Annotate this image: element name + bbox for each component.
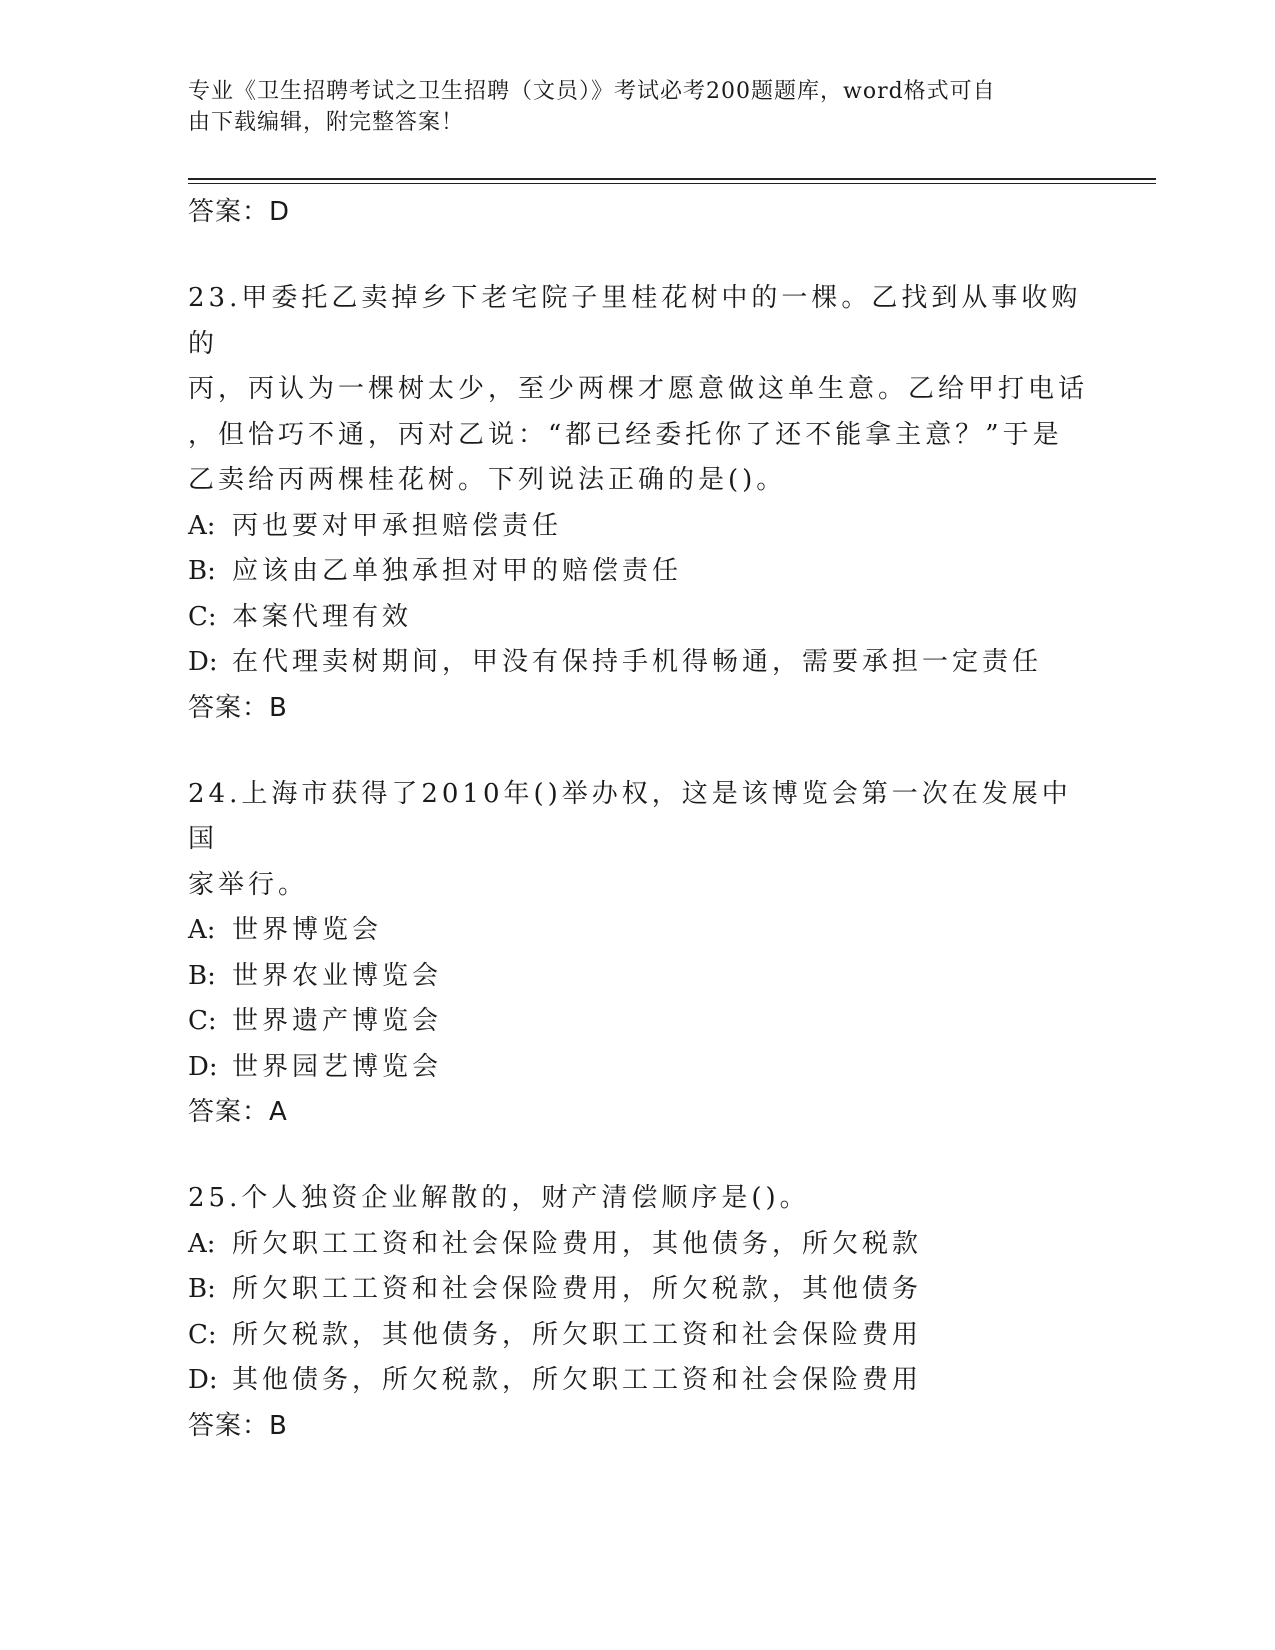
option-text: 所欠税款，其他债务，所欠职工工资和社会保险费用 — [232, 1319, 923, 1350]
stem-line: 家举行。 — [188, 869, 309, 900]
option-text: 其他债务，所欠税款，所欠职工工资和社会保险费用 — [232, 1365, 923, 1395]
stem-line: 24.上海市获得了2010年()举办权，这是该博览会第一次在发展中国 — [188, 778, 1072, 854]
header-divider-thin — [188, 183, 1156, 184]
option-text: 世界园艺博览会 — [232, 1051, 443, 1082]
option-letter: A: — [188, 510, 216, 541]
question-stem — [188, 1176, 1088, 1222]
option-text: 世界农业博览会 — [232, 960, 443, 991]
option-c — [188, 999, 1088, 1045]
stem-line: 丙，丙认为一棵树太少，至少两棵才愿意做这单生意。乙给甲打电话 — [188, 374, 1089, 404]
option-text: 世界博览会 — [232, 915, 383, 945]
document-header — [188, 76, 1068, 138]
option-letter: C: — [188, 1319, 217, 1350]
stem-line: ，但恰巧不通，丙对乙说：“都已经委托你了还不能拿主意？”于是 — [188, 419, 1063, 450]
option-text: 在代理卖树期间，甲没有保持手机得畅通，需要承担一定责任 — [232, 647, 1043, 677]
option-d — [188, 1358, 1088, 1404]
option-a — [188, 504, 1088, 550]
option-text: 应该由乙单独承担对甲的赔偿责任 — [232, 556, 683, 586]
header-line-2: 由下载编辑，附完整答案！ — [188, 110, 465, 135]
stem-line: 25.个人独资企业解散的，财产清偿顺序是()。 — [188, 1183, 810, 1213]
previous-answer: 答案：D — [188, 197, 291, 227]
stem-line: 乙卖给丙两棵桂花树。下列说法正确的是()。 — [188, 465, 787, 495]
option-b — [188, 954, 1088, 1000]
option-b — [188, 1267, 1088, 1313]
option-a — [188, 1222, 1088, 1268]
option-d — [188, 640, 1088, 686]
option-letter: C: — [188, 601, 217, 632]
option-letter: D: — [188, 647, 218, 677]
question-stem — [188, 276, 1088, 504]
option-c — [188, 595, 1088, 641]
option-text: 本案代理有效 — [232, 601, 413, 632]
stem-line: 23.甲委托乙卖掉乡下老宅院子里桂花树中的一棵。乙找到从事收购的 — [188, 283, 1082, 359]
answer-line: 答案：B — [188, 692, 288, 723]
option-c — [188, 1313, 1088, 1359]
option-text: 所欠职工工资和社会保险费用，其他债务，所欠税款 — [232, 1228, 923, 1259]
question-24 — [188, 772, 1088, 1135]
option-letter: B: — [188, 1274, 216, 1304]
option-text: 丙也要对甲承担赔偿责任 — [232, 510, 563, 541]
option-text: 世界遗产博览会 — [232, 1006, 443, 1036]
question-stem — [188, 772, 1088, 909]
answer-line: 答案：B — [188, 1410, 288, 1441]
option-letter: B: — [188, 556, 216, 586]
answer-line: 答案：A — [188, 1097, 288, 1127]
header-divider-thick — [188, 178, 1156, 180]
option-d — [188, 1045, 1088, 1091]
option-letter: C: — [188, 1006, 217, 1036]
option-b — [188, 549, 1088, 595]
question-25 — [188, 1176, 1088, 1448]
document-body — [188, 190, 1088, 1448]
option-a — [188, 908, 1088, 954]
option-letter: A: — [188, 1228, 216, 1259]
option-letter: D: — [188, 1051, 218, 1082]
header-line-1: 专业《卫生招聘考试之卫生招聘（文员）》考试必考200题题库，word格式可自 — [188, 79, 996, 104]
option-letter: B: — [188, 960, 216, 991]
option-letter: D: — [188, 1365, 218, 1395]
option-text: 所欠职工工资和社会保险费用，所欠税款，其他债务 — [232, 1274, 923, 1304]
question-23 — [188, 276, 1088, 730]
option-letter: A: — [188, 915, 216, 945]
